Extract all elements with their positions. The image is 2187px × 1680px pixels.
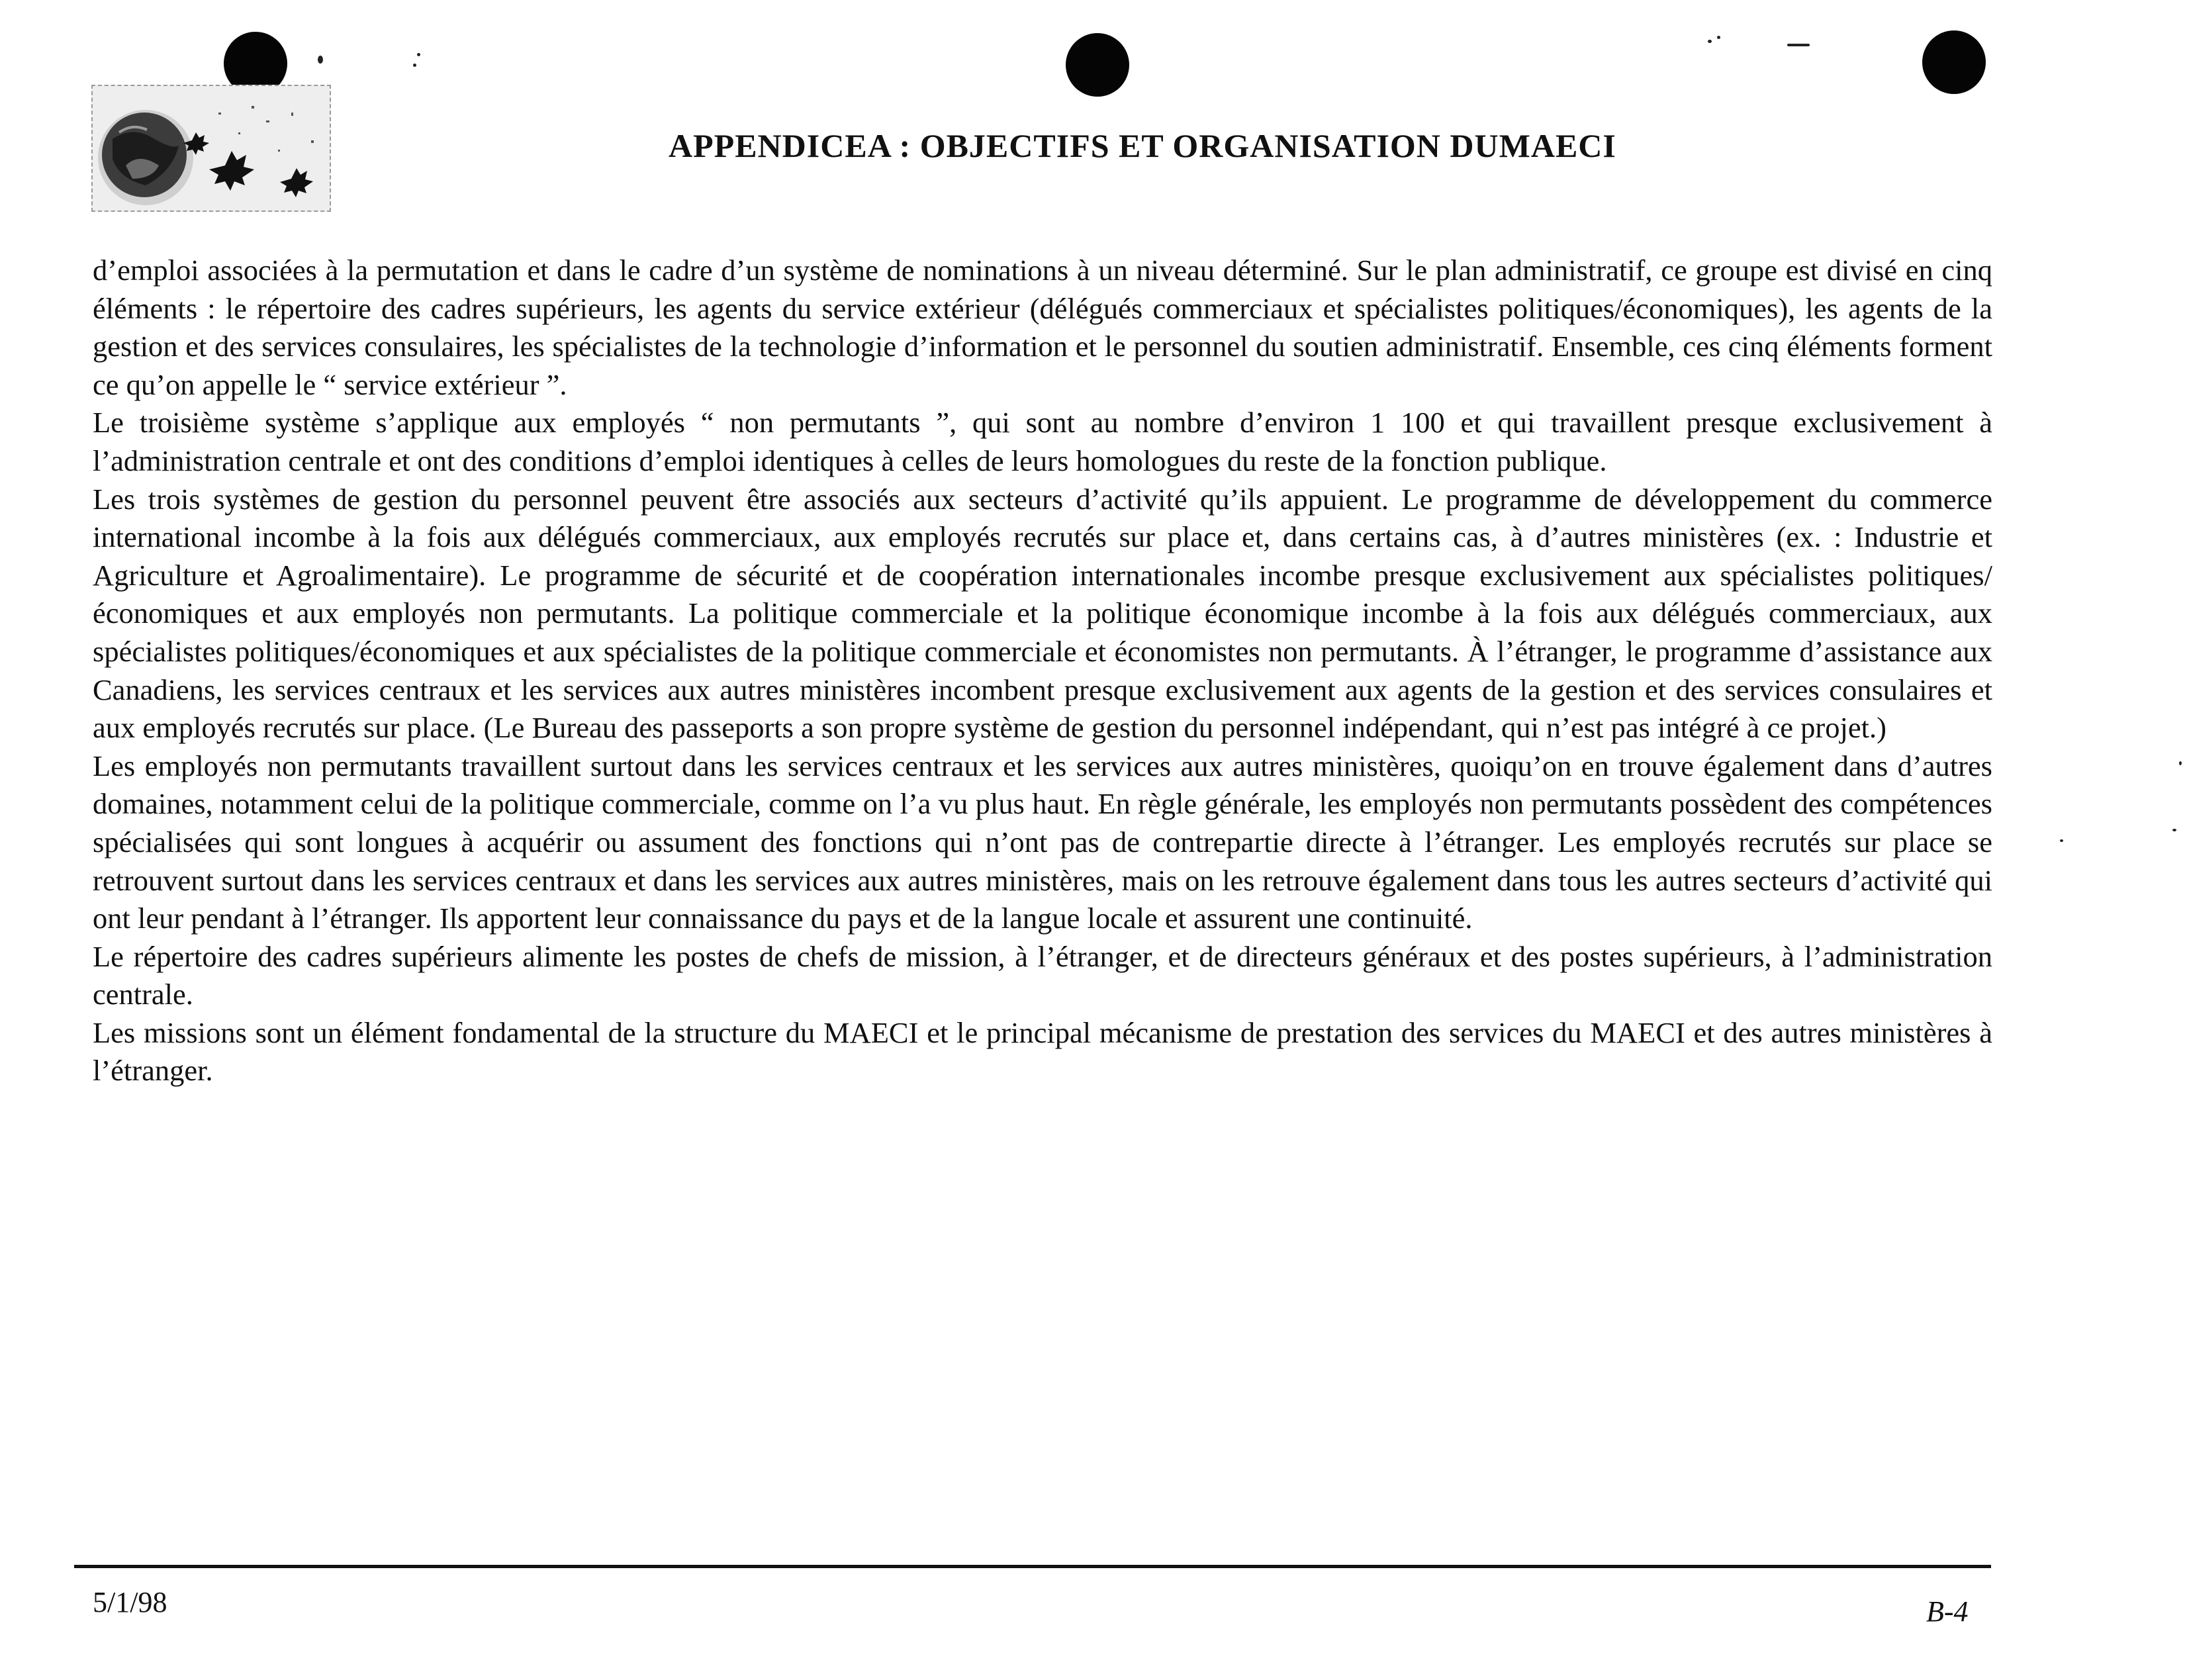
globe-logo-image bbox=[91, 85, 331, 212]
scan-speck bbox=[2172, 829, 2176, 831]
scan-speck bbox=[318, 56, 323, 64]
scan-speck bbox=[1717, 36, 1720, 39]
paragraph: Le troisième système s’applique aux employés “ non permutants ”, qui sont au nombre d’environ 1 100 et qui travaillent presque exclusivement à l’administration centrale et ont des conditions d’emploi identiques à celles de leurs homologues du reste de la fonction publique. bbox=[93, 406, 1992, 477]
page-number: B-4 bbox=[1926, 1595, 1969, 1628]
body-text bbox=[93, 252, 1992, 1090]
globe-maple-leaf-icon bbox=[93, 86, 330, 210]
title-acronym: MAECI bbox=[1499, 127, 1616, 164]
scan-speck bbox=[1787, 44, 1810, 46]
paragraph: Les employés non permutants travaillent surtout dans les services centraux et les services aux autres ministères, quoiqu’on en trouve également dans d’autres domaines, notamment celui de la politique commerciale, comme on l’a vu plus haut. En règle générale, les employés non permutants possèdent des compétences spécialisées qui sont longues à acquérir ou assument des fonctions qui n’ont pas de contrepartie directe à l’étranger. Les employés recrutés sur place se retrouvent surtout dans les services centraux et dans les services aux autres ministères, mais on les retrouve également dans tous les autres secteurs d’activité qui ont leur pendant à l’étranger. Ils apportent leur connaissance du pays et de la langue locale et assurent une continuité. bbox=[93, 749, 1992, 935]
title-letter: A : bbox=[867, 127, 920, 164]
title-appendice: APPENDICE bbox=[669, 127, 868, 164]
scan-speck bbox=[2060, 839, 2063, 842]
scan-speck bbox=[1708, 40, 1712, 43]
scan-speck bbox=[413, 64, 416, 67]
title-subject: OBJECTIFS ET ORGANISATION DU bbox=[919, 127, 1499, 164]
paragraph: d’emploi associées à la permutation et dans le cadre d’un système de nominations à un niveau déterminé. Sur le plan administratif, ce groupe est divisé en cinq éléments : le répertoire des cadres supérieurs, les agents du service extérieur (délégués commerciaux et spécialistes politiques/économiques), les agents de la gestion et des services consulaires, les spécialistes de la technologie d’information et le personnel du soutien administratif. Ensemble, ces cinq éléments forment ce qu’on appelle le “ service extérieur ”. bbox=[93, 254, 1992, 401]
paragraph: Les missions sont un élément fondamental de la structure du MAECI et le principal mécanisme de prestation des services du MAECI et des autres ministères à l’étranger. bbox=[93, 1015, 1992, 1088]
punch-hole-center bbox=[1066, 33, 1129, 97]
paragraph: Le répertoire des cadres supérieurs alimente les postes de chefs de mission, à l’étranger, et de directeurs généraux et des postes supérieurs, à l’administration centrale. bbox=[93, 939, 1992, 1011]
paragraph: Les trois systèmes de gestion du personnel peuvent être associés aux secteurs d’activité qu’ils appuient. Le programme de développement du commerce international incombe à la fois aux délégués commerciaux, aux employés recrutés sur place et, dans certains cas, à d’autres ministères (ex. : Industrie et Agriculture et Agroalimentaire). Le programme de sécurité et de coopération internationales incombe presque exclusivement aux spécialistes politiques/économiques et aux employés non permutants. La politique commerciale et la politique économique incombe à la fois aux délégués commerciaux, aux spécialistes politiques/économiques et aux spécialistes de la politique commerciale et économistes non permutants. À l’étranger, le programme d’assistance aux Canadiens, les services centraux et les services aux autres ministères incombent presque exclusivement aux agents de la gestion et des services consulaires et aux employés recrutés sur place. (Le Bureau des passeports a son propre système de gestion du personnel indépendant, qui n’est pas intégré à ce projet.) bbox=[93, 482, 1992, 745]
scan-speck bbox=[2179, 761, 2182, 765]
scan-speck bbox=[417, 53, 420, 56]
footer-date: 5/1/98 bbox=[93, 1586, 167, 1618]
page-title bbox=[669, 126, 1616, 165]
punch-hole-right bbox=[1922, 30, 1986, 94]
footer-divider bbox=[74, 1565, 1991, 1568]
